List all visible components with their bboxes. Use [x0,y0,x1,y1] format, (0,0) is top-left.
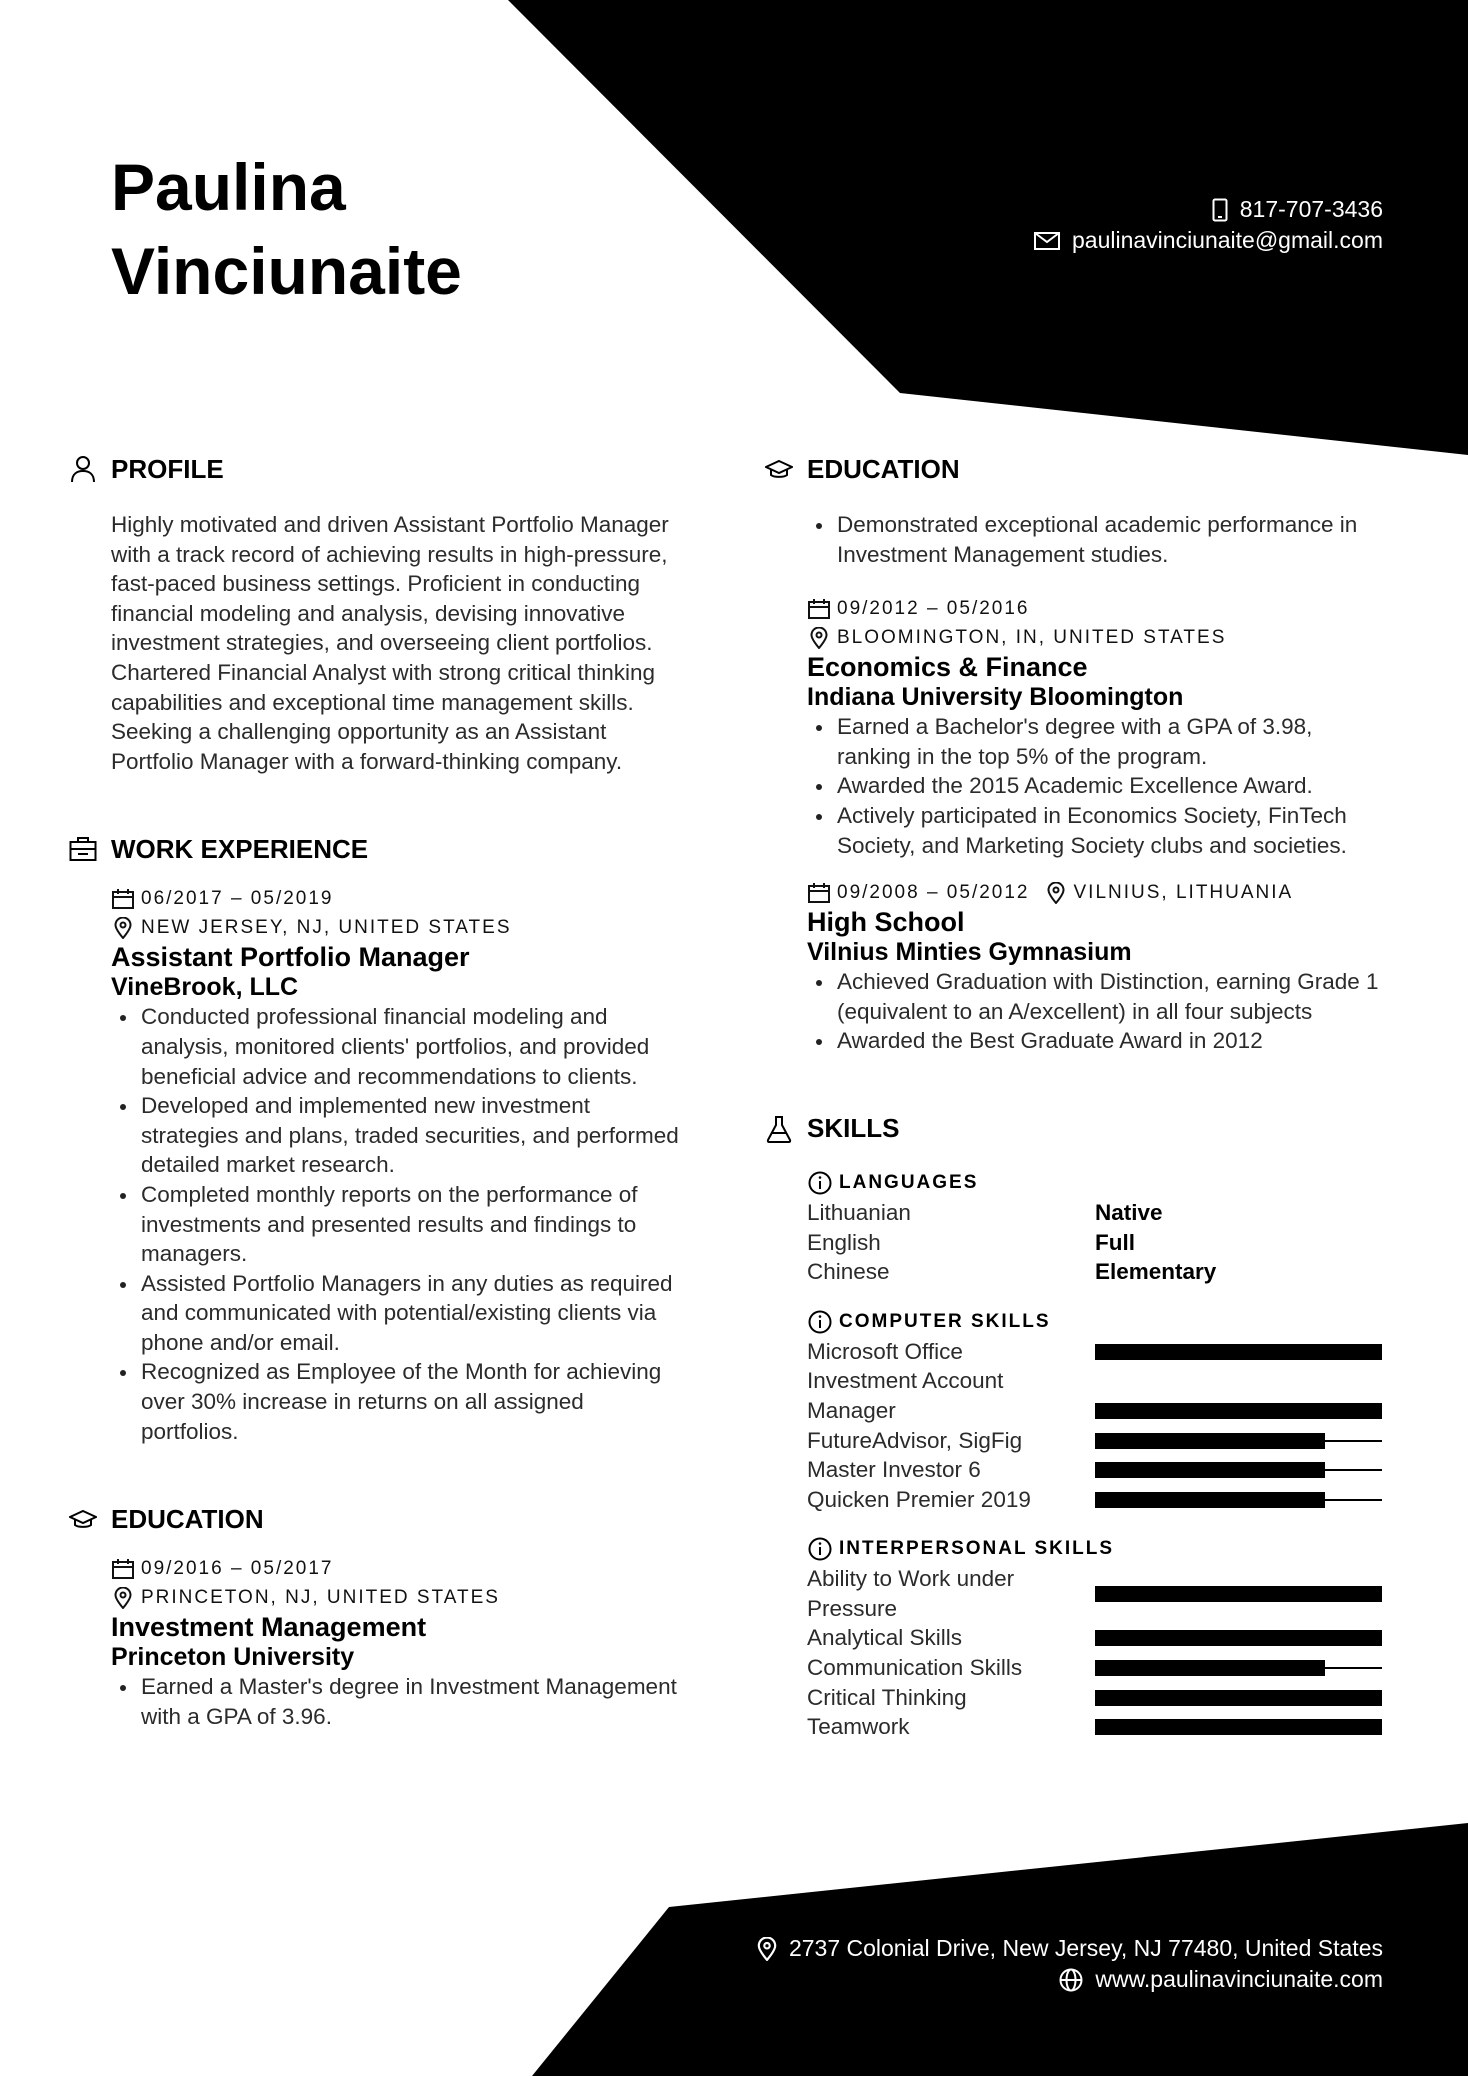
skill-name: Quicken Premier 2019 [807,1486,1031,1512]
computer-skills-heading-text: COMPUTER SKILLS [839,1310,1051,1332]
job-entry [111,884,681,1446]
flask-icon [759,1115,799,1143]
skill-name: Teamwork [807,1714,910,1740]
edu-location-text: VILNIUS, LITHUANIA [1073,881,1294,903]
skill-level-bar [1095,1660,1382,1676]
left-column [111,452,681,1731]
skill-row [807,1426,1383,1456]
computer-skills-list [807,1337,1383,1515]
skill-level-bar [1095,1492,1382,1508]
list-item: Demonstrated exceptional academic performance in Investment Management studies. [807,510,1383,569]
job-dates-text: 06/2017 – 05/2019 [141,887,334,909]
edu-dates [807,594,1383,623]
profile-heading-text: PROFILE [111,453,224,484]
skills-heading [807,1112,1383,1146]
edu-location [111,1583,681,1612]
interpersonal-skills-group [807,1534,1383,1742]
skill-name: Investment Account Manager [807,1368,1004,1423]
graduation-cap-icon [759,458,799,480]
edu-school: Vilnius Minties Gymnasium [807,938,1132,967]
skill-name: Microsoft Office [807,1338,963,1364]
edu-dates-text: 09/2016 – 05/2017 [141,1557,334,1579]
work-heading [111,832,681,866]
skill-level-bar [1095,1433,1382,1449]
skill-name: Communication Skills [807,1655,1023,1681]
interpersonal-skills-heading [807,1534,1383,1564]
skill-row [807,1712,1383,1742]
info-icon [807,1310,833,1334]
last-name: Vinciunaite [111,234,462,308]
edu-degree: Economics & Finance [807,652,1088,683]
edu-dates-text: 09/2012 – 05/2016 [837,597,1030,619]
edu-degree: High School [807,907,965,938]
globe-icon [1059,1968,1083,1992]
edu-bullets [807,967,1383,1056]
edu-school: Indiana University Bloomington [807,683,1184,712]
skill-row [807,1623,1383,1653]
skill-row [807,1564,1383,1623]
skill-row [807,1337,1383,1367]
skill-name: Analytical Skills [807,1625,963,1651]
list-item: Awarded the Best Graduate Award in 2012 [807,1026,1383,1056]
list-item: Assisted Portfolio Managers in any duties as required and communicated with potential/existing clients via phone and/or email. [111,1269,681,1358]
skill-row [807,1485,1383,1515]
job-location [111,913,681,942]
list-item: Developed and implemented new investment strategies and plans, traded securities, and performed detailed market research. [111,1091,681,1180]
briefcase-icon [63,836,103,862]
first-name: Paulina [111,150,346,224]
info-icon [807,1537,833,1561]
skill-level-bar [1095,1630,1382,1646]
map-pin-icon [111,1587,135,1609]
language-name: Lithuanian [807,1199,911,1225]
education-entry [807,878,1383,1056]
list-item: Completed monthly reports on the performance of investments and presented results and findings to managers. [111,1180,681,1269]
language-level: Full [1095,1229,1135,1255]
email-address: paulinavinciunaite@gmail.com [1071,227,1383,253]
skill-level-bar [1095,1462,1382,1478]
job-dates [111,884,681,913]
education-heading-left-text: EDUCATION [111,1503,264,1534]
interpersonal-skills-heading-text: INTERPERSONAL SKILLS [839,1538,1115,1560]
skill-row [807,1683,1383,1713]
skill-level-bar [1095,1719,1382,1735]
language-row [807,1257,1383,1287]
languages-heading [807,1168,1383,1198]
language-row [807,1198,1383,1228]
info-icon [807,1171,833,1195]
skills-heading-text: SKILLS [807,1113,900,1144]
skill-level-bar [1095,1344,1382,1360]
language-level: Native [1095,1199,1163,1225]
education-entry [807,594,1383,860]
list-item: Earned a Bachelor's degree with a GPA of 3.98, ranking in the top 5% of the program. [807,712,1383,771]
candidate-name [111,145,462,313]
skill-name: Critical Thinking [807,1684,967,1710]
mail-icon [1034,232,1060,250]
job-bullets [111,1002,681,1446]
skill-level-bar [1095,1586,1382,1602]
skill-row [807,1653,1383,1683]
edu-dates [111,1554,681,1583]
map-pin-icon [111,917,135,939]
edu-bullets [111,1672,681,1731]
work-heading-text: WORK EXPERIENCE [111,833,369,864]
website-link[interactable]: www.paulinavinciunaite.com [1095,1966,1383,1992]
languages-group [807,1168,1383,1287]
calendar-icon [111,889,135,909]
profile-heading [111,452,681,486]
email-line[interactable] [1034,227,1383,254]
list-item: Earned a Master's degree in Investment Management with a GPA of 3.96. [111,1672,681,1731]
address-text: 2737 Colonial Drive, New Jersey, NJ 77480, United States [788,1935,1383,1961]
phone-icon [1212,198,1228,222]
edu-location-text: BLOOMINGTON, IN, UNITED STATES [837,626,1227,648]
calendar-icon [111,1559,135,1579]
calendar-icon [807,599,831,619]
edu-school: Princeton University [111,1643,355,1672]
edu-dates-text: 09/2008 – 05/2012 [837,881,1030,903]
list-item: Actively participated in Economics Society, FinTech Society, and Marketing Society clubs and societies. [807,801,1383,860]
phone-line[interactable] [1212,196,1383,223]
skill-level-bar [1095,1403,1382,1419]
graduation-cap-icon [63,1508,103,1530]
website-line[interactable] [1059,1966,1383,1993]
map-pin-icon [807,627,831,649]
list-item: Awarded the 2015 Academic Excellence Award. [807,771,1383,801]
skill-name: Ability to Work under Pressure [807,1566,1015,1621]
education-heading-right [807,452,1383,486]
education-entry [111,1554,681,1731]
edu-degree: Investment Management [111,1612,427,1643]
job-location-text: NEW JERSEY, NJ, UNITED STATES [141,916,512,938]
list-item: Recognized as Employee of the Month for achieving over 30% increase in returns on all assigned portfolios. [111,1357,681,1446]
calendar-icon [807,883,831,903]
list-item: Achieved Graduation with Distinction, earning Grade 1 (equivalent to an A/excellent) in all four subjects [807,967,1383,1026]
languages-heading-text: LANGUAGES [839,1171,979,1193]
skill-name: FutureAdvisor, SigFig [807,1427,1023,1453]
map-pin-icon [757,1937,777,1961]
language-level: Elementary [1095,1259,1217,1285]
edu-dates-location [807,878,1383,907]
education-heading-left [111,1502,681,1536]
education-intro-bullets [807,510,1383,569]
computer-skills-group [807,1307,1383,1515]
skill-name: Master Investor 6 [807,1457,981,1483]
language-name: English [807,1229,881,1255]
job-title: Assistant Portfolio Manager [111,942,470,973]
skill-row [807,1455,1383,1485]
edu-bullets [807,712,1383,860]
edu-location-text: PRINCETON, NJ, UNITED STATES [141,1586,500,1608]
skill-row [807,1366,1383,1425]
person-icon [63,455,103,483]
map-pin-icon [1044,882,1068,904]
skill-level-bar [1095,1690,1382,1706]
address-line [757,1935,1383,1962]
language-name: Chinese [807,1259,890,1285]
job-company: VineBrook, LLC [111,973,299,1002]
language-row [807,1228,1383,1258]
profile-summary: Highly motivated and driven Assistant Portfolio Manager with a track record of achieving results in high-pressure, fast-paced business settings. Proficient in conducting financial modeling and analysis, devising innovative investment strategies, and overseeing client portfolios. Chartered Financial Analyst with strong critical thinking capabilities and exceptional time management skills. Seeking a challenging opportunity as an Assistant Portfolio Manager with a forward-thinking company. [111,512,669,774]
computer-skills-heading [807,1307,1383,1337]
right-column [807,452,1383,1742]
list-item: Conducted professional financial modeling and analysis, monitored clients' portfolios, and provided beneficial advice and recommendations to clients. [111,1002,681,1091]
phone-number: 817-707-3436 [1239,196,1383,222]
edu-location [807,623,1383,652]
education-heading-right-text: EDUCATION [807,453,960,484]
